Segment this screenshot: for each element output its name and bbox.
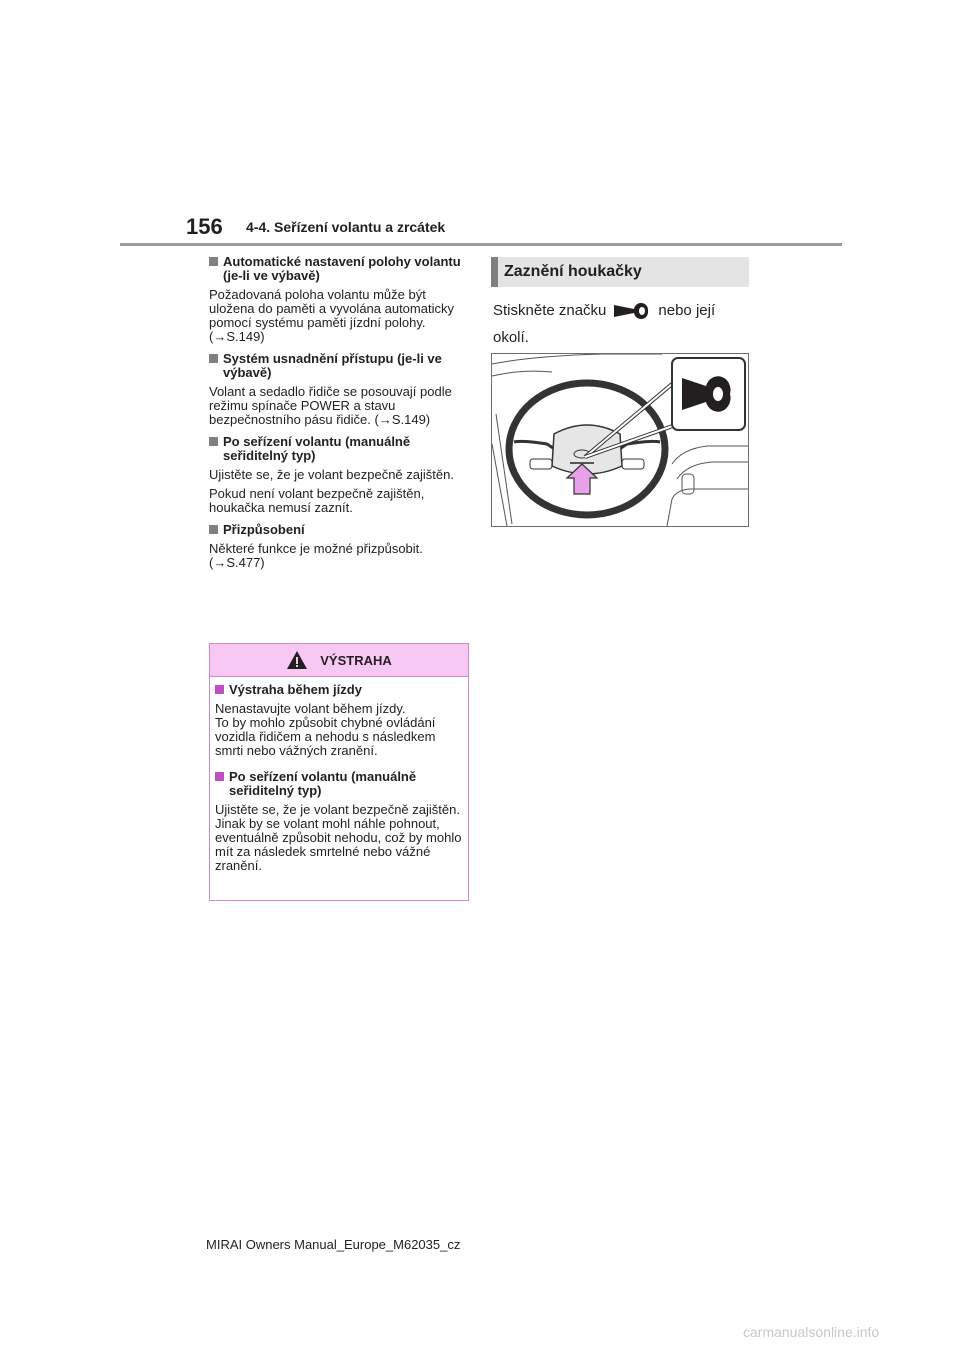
header-rule — [120, 243, 842, 246]
warning-section-title: Po seřízení volantu (manuálně seřiditelný typ) — [229, 769, 417, 798]
page-number: 156 — [186, 214, 223, 239]
section-text: Volant a sedadlo řidiče se posouvají podle režimu spínače POWER a stavu bezpečnostního pásu řidiče. (→S.149) — [209, 384, 452, 427]
warning-triangle-icon — [286, 650, 308, 670]
section-text: Pokud není volant bezpečně zajištěn, houkačka nemusí zaznít. — [209, 486, 425, 515]
instruction-text: nebo její okolí. — [493, 302, 716, 346]
section-text: Ujistěte se, že je volant bezpečně zajištěn. — [209, 467, 454, 482]
horn-instruction — [493, 297, 749, 351]
chapter-title: 4-4. Seřízení volantu a zrcátek — [246, 219, 446, 235]
warning-text: To by mohlo způsobit chybné ovládání vozidla řidičem a nehodu s následkem smrti nebo vážných zranění. — [215, 715, 436, 758]
warning-box — [209, 643, 469, 901]
section-header-horn — [491, 257, 749, 287]
section-title: Přizpůsobení — [223, 522, 305, 537]
bullet-square-icon — [209, 437, 218, 446]
warning-text: Nenastavujte volant během jízdy. — [215, 701, 406, 716]
section-title: Systém usnadnění přístupu (je-li ve výbavě) — [223, 351, 442, 380]
warning-section-after-adjust — [215, 770, 463, 873]
section-auto-position — [209, 255, 469, 344]
section-easy-access — [209, 352, 469, 427]
bullet-square-icon — [209, 257, 218, 266]
bullet-square-icon — [215, 772, 224, 781]
instruction-text: Stiskněte značku — [493, 302, 607, 319]
steering-wheel-illustration — [491, 353, 749, 527]
warning-text: Ujistěte se, že je volant bezpečně zajištěn. Jinak by se volant mohl náhle pohnout, eventuálně způsobit nehodu, což by mohlo mít za následek smrtelné nebo vážné zranění. — [215, 802, 462, 873]
bullet-square-icon — [209, 354, 218, 363]
section-after-adjust — [209, 435, 469, 515]
footer-text: MIRAI Owners Manual_Europe_M62035_cz — [206, 1237, 461, 1252]
steering-wheel-drawing — [492, 354, 748, 526]
watermark: carmanualsonline.info — [743, 1324, 880, 1340]
warning-section-driving — [215, 683, 463, 758]
warning-header — [210, 644, 468, 677]
warning-title: VÝSTRAHA — [320, 652, 392, 668]
section-text: Některé funkce je možné přizpůsobit. (→S.477) — [209, 541, 423, 570]
section-header-bar — [491, 257, 498, 287]
section-text: Požadovaná poloha volantu může být uložena do paměti a vyvolána automaticky pomocí systému paměti jízdní polohy. (→S.149) — [209, 287, 454, 344]
section-title: Automatické nastavení polohy volantu (je-li ve výbavě) — [223, 254, 461, 283]
horn-icon — [612, 302, 652, 320]
bullet-square-icon — [209, 525, 218, 534]
warning-section-title: Výstraha během jízdy — [229, 682, 362, 697]
section-title: Po seřízení volantu (manuálně seřiditelný typ) — [223, 434, 411, 463]
left-column — [209, 255, 469, 578]
section-customization — [209, 523, 469, 570]
section-title: Zaznění houkačky — [504, 263, 642, 280]
bullet-square-icon — [215, 685, 224, 694]
